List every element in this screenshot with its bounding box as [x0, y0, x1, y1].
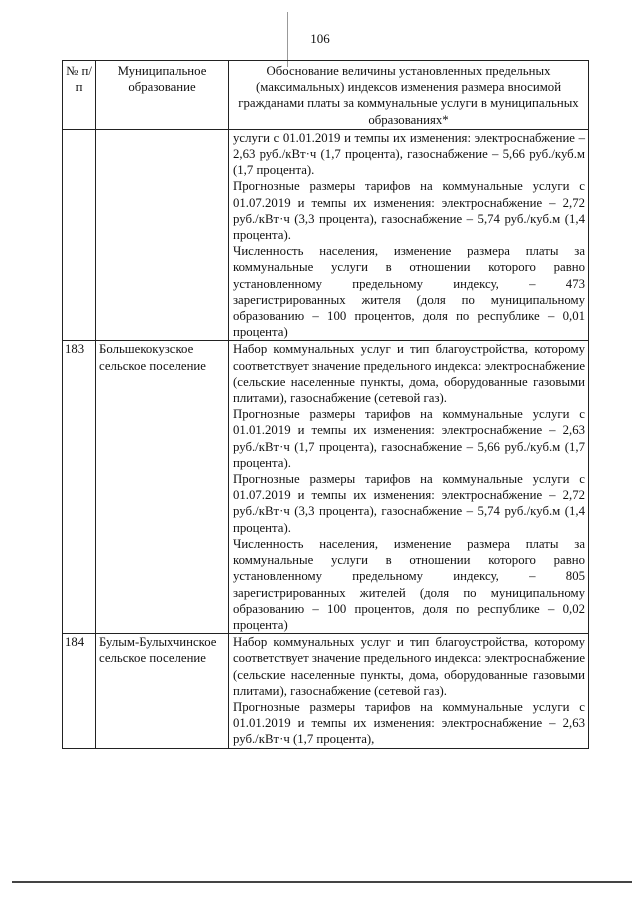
header-num: № п/п	[63, 61, 96, 130]
header-justification: Обоснование величины установленных предельных (максимальных) индексов изменения размера вносимой гражданами платы за коммунальные услуги в муниципальных образованиях*	[229, 61, 589, 130]
row-num: 183	[63, 341, 96, 634]
paragraph: Прогнозные размеры тарифов на коммунальные услуги с 01.01.2019 и темпы их изменения: электроснабжение – 2,63 руб./кВт·ч (1,7 процента),	[233, 699, 585, 747]
table-header-row	[63, 61, 589, 130]
header-municipality: Муниципальное образование	[96, 61, 229, 130]
page-number: 106	[310, 31, 330, 46]
row-num	[63, 129, 96, 341]
paragraph: Набор коммунальных услуг и тип благоустройства, которому соответствует значение предельного индекса: электроснабжение (сельские населенные пункты, дома, оборудованные газовыми плитами), газоснабжение (сетевой газ).	[233, 635, 586, 698]
row-justification	[229, 341, 589, 634]
paragraph: Прогнозные размеры тарифов на коммунальные услуги с 01.07.2019 и темпы их изменения: электроснабжение – 2,72 руб./кВт·ч (3,3 процента), газоснабжение – 5,74 руб./куб.м (1,4 процента).	[233, 179, 585, 243]
table-row	[63, 341, 589, 634]
row-justification	[229, 129, 589, 341]
row-municipality: Большекокузское сельское поселение	[96, 341, 229, 634]
paragraph: Численность населения, изменение размера платы за коммунальные услуги в отношении которого равно установленному предельному индексу, – 805 зарегистрированных жителей (доля по муниципальному образованию – 100 процентов, доля по республике – 0,02 процента)	[233, 536, 585, 632]
row-num: 184	[63, 634, 96, 748]
table-row	[63, 129, 589, 341]
paragraph: услуги с 01.01.2019 и темпы их изменения: электроснабжение – 2,63 руб./кВт·ч (1,7 процента), газоснабжение – 5,66 руб./куб.м (1,7 процента).	[233, 130, 585, 178]
page-bottom-rule	[12, 881, 632, 883]
row-municipality: Булым-Булыхчинское сельское поселение	[96, 634, 229, 748]
table-row	[63, 634, 589, 748]
tariff-table	[62, 60, 589, 749]
row-municipality	[96, 129, 229, 341]
row-justification	[229, 634, 589, 748]
paragraph: Прогнозные размеры тарифов на коммунальные услуги с 01.01.2019 и темпы их изменения: электроснабжение – 2,63 руб./кВт·ч (1,7 процента), газоснабжение – 5,66 руб./куб.м (1,7 процента).	[233, 407, 585, 470]
paragraph: Прогнозные размеры тарифов на коммунальные услуги с 01.07.2019 и темпы их изменения: электроснабжение – 2,72 руб./кВт·ч (3,3 процента), газоснабжение – 5,74 руб./куб.м (1,4 процента).	[233, 472, 585, 535]
paragraph: Набор коммунальных услуг и тип благоустройства, которому соответствует значение предельного индекса: электроснабжение (сельские населенные пункты, дома, оборудованные газовыми плитами), газоснабжение (сетевой газ).	[233, 342, 586, 406]
paragraph: Численность населения, изменение размера платы за коммунальные услуги в отношении которого равно установленному предельному индексу, – 473 зарегистрированных жителя (доля по муниципальному образованию – 100 процентов, доля по республике – 0,01 процента)	[233, 244, 585, 340]
